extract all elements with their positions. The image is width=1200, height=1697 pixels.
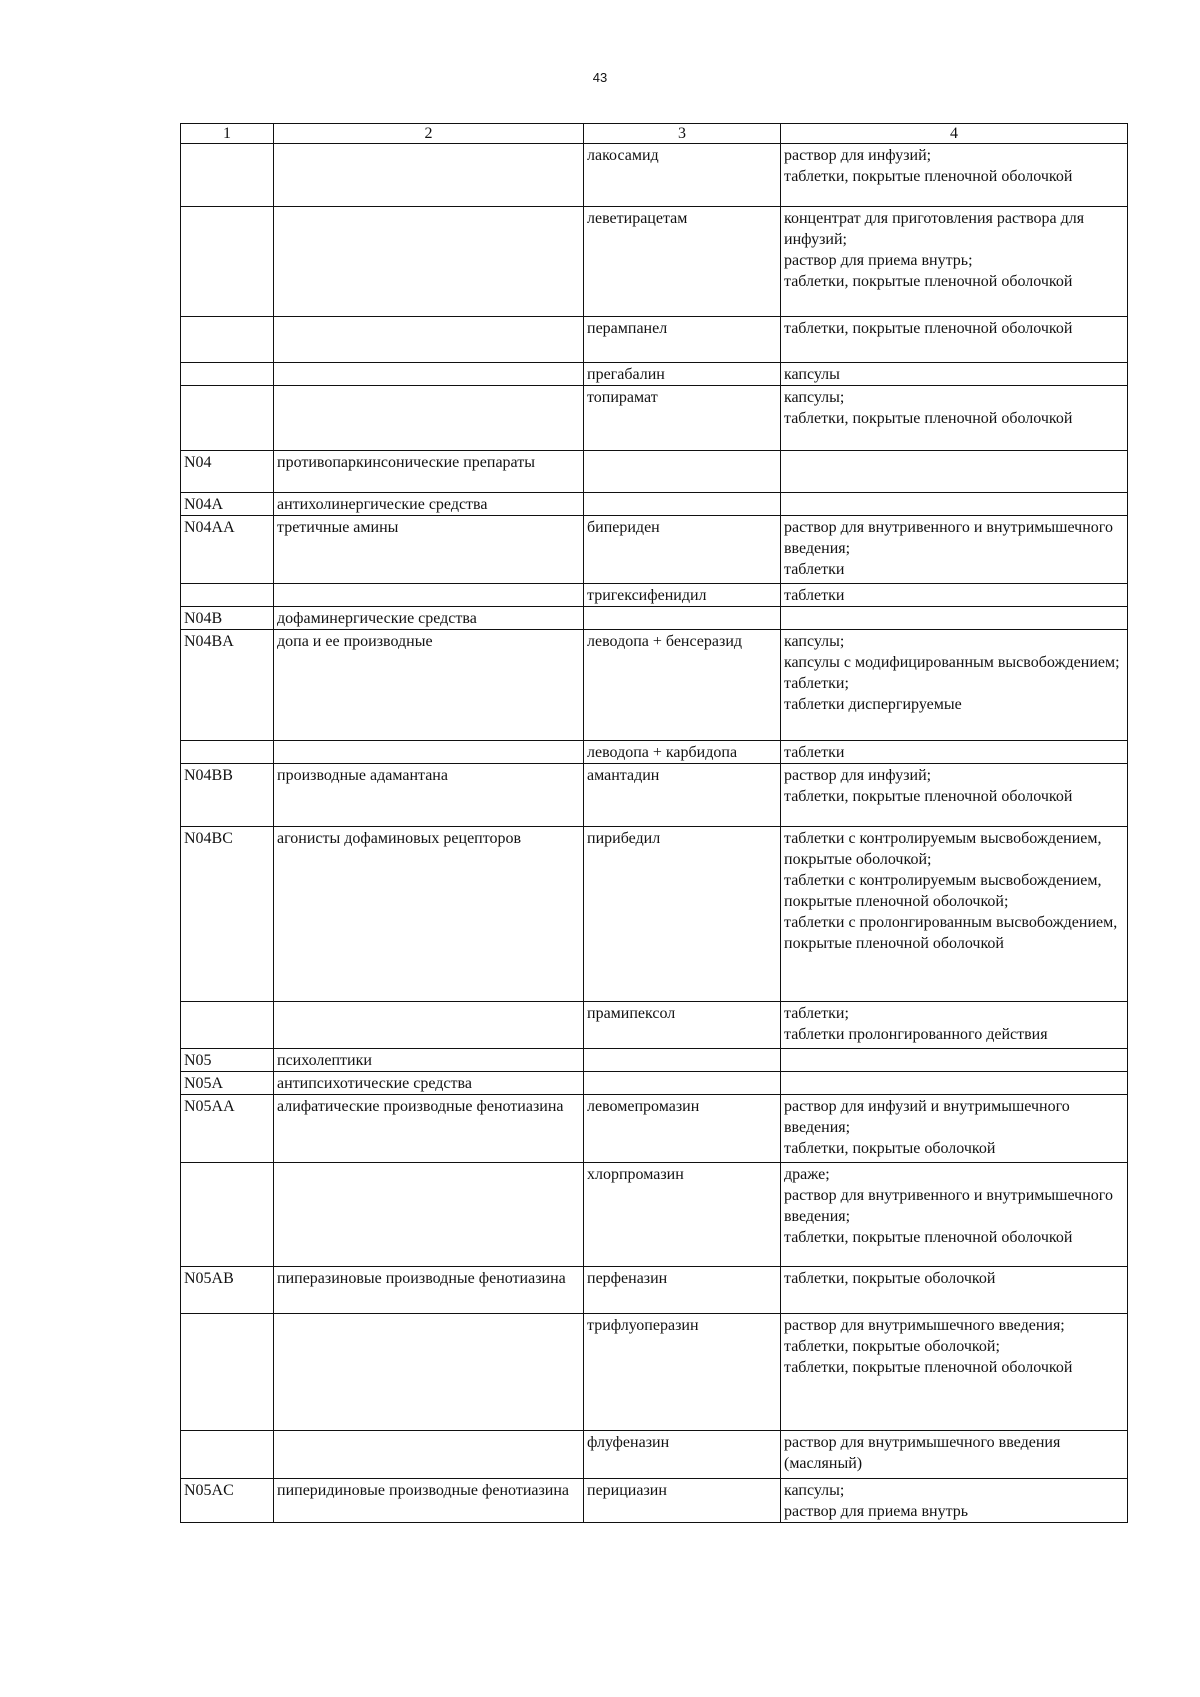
dosage-forms: таблетки, покрытые пленочной оболочкой: [781, 317, 1128, 363]
group-name: [274, 386, 584, 451]
table-row: [181, 1479, 1128, 1523]
table-row: [181, 1002, 1128, 1049]
atc-code: [181, 1163, 274, 1267]
group-name: [274, 741, 584, 764]
group-name: [274, 144, 584, 207]
header-row: [181, 124, 1128, 144]
table-row: [181, 144, 1128, 207]
dosage-forms: таблетки: [781, 584, 1128, 607]
column-header: 2: [274, 124, 584, 144]
dosage-forms: капсулы; раствор для приема внутрь: [781, 1479, 1128, 1523]
table-row: [181, 607, 1128, 630]
atc-code: [181, 386, 274, 451]
drug-name: леводопа + бенсеразид: [584, 630, 781, 741]
atc-code: N04B: [181, 607, 274, 630]
atc-code: [181, 1431, 274, 1479]
drug-name: перициазин: [584, 1479, 781, 1523]
dosage-forms: [781, 451, 1128, 493]
table-row: [181, 584, 1128, 607]
group-name: [274, 1002, 584, 1049]
drug-name: перфеназин: [584, 1267, 781, 1314]
drug-name: тригексифенидил: [584, 584, 781, 607]
atc-code: N04BA: [181, 630, 274, 741]
atc-code: [181, 363, 274, 386]
dosage-forms: таблетки, покрытые оболочкой: [781, 1267, 1128, 1314]
atc-code: [181, 1002, 274, 1049]
drug-name: левомепромазин: [584, 1095, 781, 1163]
dosage-forms: таблетки: [781, 741, 1128, 764]
drug-name: леветирацетам: [584, 207, 781, 317]
group-name: [274, 207, 584, 317]
dosage-forms: раствор для внутримышечного введения (масляный): [781, 1431, 1128, 1479]
dosage-forms: концентрат для приготовления раствора для инфузий; раствор для приема внутрь; таблетки, покрытые пленочной оболочкой: [781, 207, 1128, 317]
group-name: производные адамантана: [274, 764, 584, 827]
dosage-forms: капсулы: [781, 363, 1128, 386]
table-row: [181, 827, 1128, 1002]
dosage-forms: капсулы; таблетки, покрытые пленочной оболочкой: [781, 386, 1128, 451]
dosage-forms: [781, 493, 1128, 516]
atc-code: [181, 584, 274, 607]
table-row: [181, 764, 1128, 827]
atc-code: [181, 317, 274, 363]
dosage-forms: раствор для инфузий; таблетки, покрытые пленочной оболочкой: [781, 144, 1128, 207]
drug-name: прегабалин: [584, 363, 781, 386]
drug-name: лакосамид: [584, 144, 781, 207]
table-row: [181, 317, 1128, 363]
table-row: [181, 1431, 1128, 1479]
drug-name: [584, 1072, 781, 1095]
group-name: алифатические производные фенотиазина: [274, 1095, 584, 1163]
table-row: [181, 1314, 1128, 1431]
dosage-forms: драже; раствор для внутривенного и внутримышечного введения; таблетки, покрытые пленочной оболочкой: [781, 1163, 1128, 1267]
table-row: [181, 630, 1128, 741]
drug-name: [584, 607, 781, 630]
dosage-forms: раствор для инфузий и внутримышечного введения; таблетки, покрытые оболочкой: [781, 1095, 1128, 1163]
group-name: [274, 1431, 584, 1479]
atc-code: N04BC: [181, 827, 274, 1002]
table-row: [181, 1267, 1128, 1314]
group-name: психолептики: [274, 1049, 584, 1072]
table-row: [181, 516, 1128, 584]
drug-name: бипериден: [584, 516, 781, 584]
atc-code: N04: [181, 451, 274, 493]
group-name: [274, 1314, 584, 1431]
atc-code: N04BB: [181, 764, 274, 827]
group-name: антихолинергические средства: [274, 493, 584, 516]
drug-name: перампанел: [584, 317, 781, 363]
group-name: агонисты дофаминовых рецепторов: [274, 827, 584, 1002]
atc-code: [181, 1314, 274, 1431]
group-name: дофаминергические средства: [274, 607, 584, 630]
dosage-forms: [781, 1049, 1128, 1072]
drug-name: [584, 493, 781, 516]
dosage-forms: раствор для инфузий; таблетки, покрытые пленочной оболочкой: [781, 764, 1128, 827]
table-row: [181, 207, 1128, 317]
atc-code: [181, 207, 274, 317]
drug-name: леводопа + карбидопа: [584, 741, 781, 764]
drug-name: прамипексол: [584, 1002, 781, 1049]
group-name: пиперазиновые производные фенотиазина: [274, 1267, 584, 1314]
drug-name: [584, 1049, 781, 1072]
dosage-forms: раствор для внутривенного и внутримышечного введения; таблетки: [781, 516, 1128, 584]
drug-name: флуфеназин: [584, 1431, 781, 1479]
group-name: третичные амины: [274, 516, 584, 584]
dosage-forms: капсулы; капсулы с модифицированным высвобождением; таблетки; таблетки диспергируемые: [781, 630, 1128, 741]
dosage-forms: раствор для внутримышечного введения; таблетки, покрытые оболочкой; таблетки, покрытые пленочной оболочкой: [781, 1314, 1128, 1431]
atc-code: [181, 144, 274, 207]
group-name: [274, 363, 584, 386]
group-name: [274, 584, 584, 607]
drug-table: [180, 123, 1128, 1523]
column-header: 3: [584, 124, 781, 144]
group-name: антипсихотические средства: [274, 1072, 584, 1095]
group-name: [274, 1163, 584, 1267]
group-name: противопаркинсонические препараты: [274, 451, 584, 493]
table-row: [181, 451, 1128, 493]
atc-code: N05AB: [181, 1267, 274, 1314]
group-name: [274, 317, 584, 363]
drug-name: амантадин: [584, 764, 781, 827]
column-header: 1: [181, 124, 274, 144]
drug-name: пирибедил: [584, 827, 781, 1002]
atc-code: N05AC: [181, 1479, 274, 1523]
table-row: [181, 363, 1128, 386]
dosage-forms: [781, 607, 1128, 630]
dosage-forms: таблетки с контролируемым высвобождением, покрытые оболочкой; таблетки с контролируемым высвобождением, покрытые пленочной оболочкой; таблетки с пролонгированным высвобождением, покрытые пленочной оболочкой: [781, 827, 1128, 1002]
drug-name: трифлуоперазин: [584, 1314, 781, 1431]
group-name: пиперидиновые производные фенотиазина: [274, 1479, 584, 1523]
atc-code: N05: [181, 1049, 274, 1072]
drug-name: топирамат: [584, 386, 781, 451]
atc-code: N05AA: [181, 1095, 274, 1163]
dosage-forms: таблетки; таблетки пролонгированного действия: [781, 1002, 1128, 1049]
table-row: [181, 1072, 1128, 1095]
atc-code: N04A: [181, 493, 274, 516]
table-row: [181, 1049, 1128, 1072]
table-row: [181, 741, 1128, 764]
atc-code: N04AA: [181, 516, 274, 584]
table-row: [181, 1163, 1128, 1267]
group-name: допа и ее производные: [274, 630, 584, 741]
dosage-forms: [781, 1072, 1128, 1095]
drug-name: [584, 451, 781, 493]
drug-name: хлорпромазин: [584, 1163, 781, 1267]
table-row: [181, 386, 1128, 451]
table-row: [181, 1095, 1128, 1163]
atc-code: N05A: [181, 1072, 274, 1095]
column-header: 4: [781, 124, 1128, 144]
atc-code: [181, 741, 274, 764]
page-number: 43: [592, 70, 608, 85]
table-row: [181, 493, 1128, 516]
